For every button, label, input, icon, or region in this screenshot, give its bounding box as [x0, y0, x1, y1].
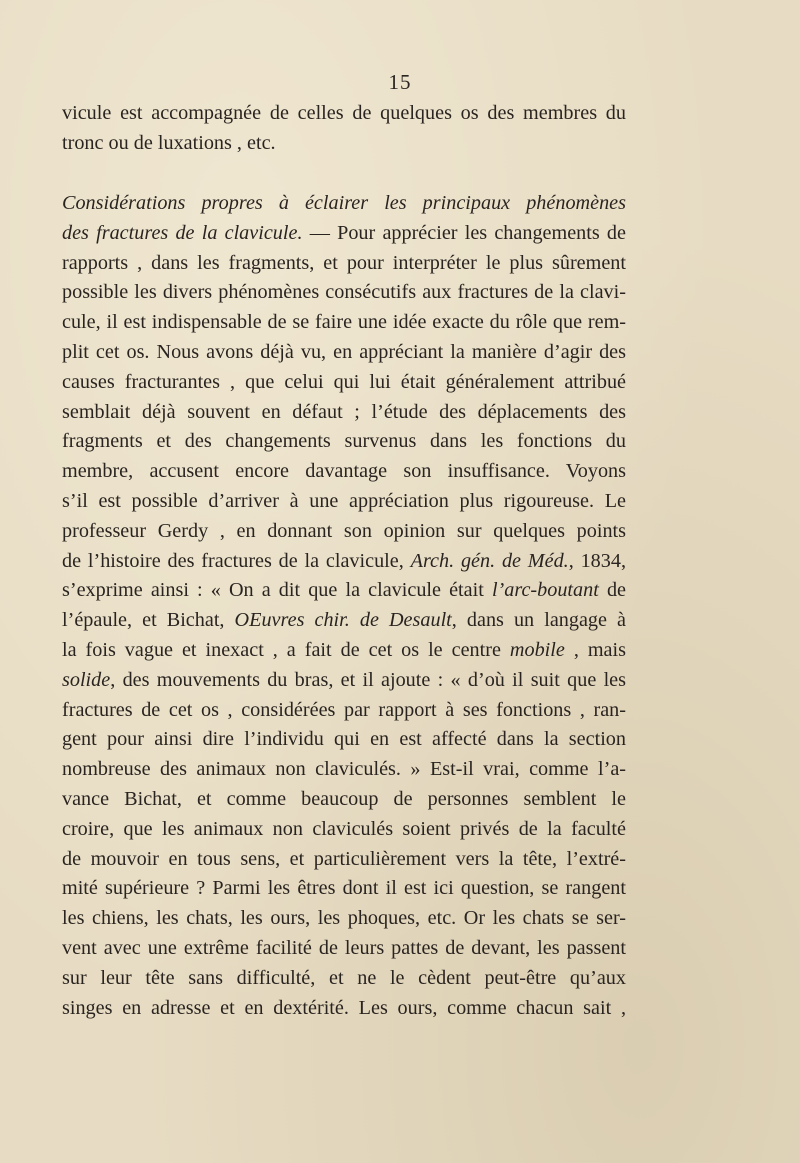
text-line [62, 755, 626, 785]
text-line [62, 904, 626, 934]
italic-segment: l’arc-boutant [491, 579, 599, 602]
text-segment: gent pour ainsi dire l’individu qui en est affecté dans la section [62, 728, 626, 751]
text-segment: — Pour apprécier les changements de [302, 221, 626, 244]
italic-segment: solide [62, 668, 111, 691]
text-line [62, 457, 626, 487]
text-segment: croire, que les animaux non claviculés soient privés de la faculté [62, 817, 626, 840]
text-segment: de mouvoir en tous sens, et particulièrement vers la tête, l’extré- [62, 847, 626, 870]
text-segment: plit cet os. Nous avons déjà vu, en appréciant la manière d’agir des [62, 340, 626, 363]
text-segment: de [598, 579, 626, 602]
text-line [62, 308, 626, 338]
text-segment: fractures de cet os , considérées par rapport à ses fonctions , ran- [62, 698, 626, 721]
text-segment: vance Bichat, et comme beaucoup de personnes semblent le [62, 787, 626, 810]
text-segment: la fois vague et inexact , a fait de cet os le centre [62, 638, 510, 661]
text-line [62, 338, 626, 368]
text-segment: s’exprime ainsi : « On a dit que la clavicule était [62, 579, 492, 602]
italic-segment: des fractures de la clavicule. [62, 221, 303, 244]
text-segment: semblait déjà souvent en défaut ; l’étude des déplacements des [62, 400, 626, 423]
text-segment: s’il est possible d’arriver à une appréciation plus rigoureuse. Le [62, 489, 626, 512]
text-segment: vent avec une extrême facilité de leurs pattes de devant, les passent [62, 936, 626, 959]
text-segment: rapports , dans les fragments, et pour interpréter le plus sûrement [62, 251, 626, 274]
text-segment: , dans un langage à [451, 609, 626, 632]
text-line [62, 427, 626, 457]
italic-segment: Arch. gén. de Méd. [410, 549, 569, 572]
text-segment: singes en adresse et en dextérité. Les ours, comme chacun sait , [62, 996, 626, 1019]
text-line [62, 547, 626, 577]
text-line [62, 576, 626, 606]
text-segment: membre, accusent encore davantage son insuffisance. Voyons [62, 460, 626, 483]
paragraph-continuation [62, 99, 626, 159]
text-segment: cule, il est indispensable de se faire une idée exacte du rôle que rem- [62, 311, 626, 334]
text-line [62, 696, 626, 726]
paragraph-considerations [62, 189, 626, 1023]
text-line [62, 845, 626, 875]
text-line [62, 368, 626, 398]
text-segment: causes fracturantes , que celui qui lui était généralement attribué [62, 370, 626, 393]
text-segment: possible les divers phénomènes consécutifs aux fractures de la clavi- [62, 281, 626, 304]
text-line [62, 278, 626, 308]
text-segment: sur leur tête sans difficulté, et ne le cèdent peut-être qu’aux [62, 966, 626, 989]
text-segment: de l’histoire des fractures de la clavicule, [62, 549, 411, 572]
text-line [62, 606, 626, 636]
text-line [62, 636, 626, 666]
text-line [62, 666, 626, 696]
text-line [62, 517, 626, 547]
italic-segment: OEuvres chir. de Desault [234, 609, 452, 632]
text-segment: les chiens, les chats, les ours, les phoques, etc. Or les chats se ser- [62, 907, 626, 930]
text-segment: , des mouvements du bras, et il ajoute : « d’où il suit que les [110, 668, 626, 691]
text-segment: l’épaule, et Bichat, [62, 609, 235, 632]
italic-segment: mobile [509, 638, 565, 661]
italic-segment: Considérations propres à éclairer les principaux phénomènes [62, 192, 626, 214]
text-line [62, 725, 626, 755]
text-segment: , mais [564, 638, 626, 661]
text-segment: mité supérieure ? Parmi les êtres dont il est ici question, se rangent [62, 877, 626, 900]
text-line [62, 964, 626, 994]
text-segment: fragments et des changements survenus dans les fonctions du [62, 430, 626, 453]
page-number: 15 [388, 70, 412, 94]
text-line [62, 994, 626, 1024]
text-line [62, 934, 626, 964]
text-line [62, 815, 626, 845]
text-line [62, 249, 626, 279]
text-segment: nombreuse des animaux non claviculés. » Est-il vrai, comme l’a- [62, 758, 626, 781]
text-line [62, 219, 626, 249]
text-line: tronc ou de luxations , etc. [62, 131, 276, 154]
text-line [62, 487, 626, 517]
text-line [62, 874, 626, 904]
text-segment: , 1834, [568, 549, 627, 572]
text-line [62, 785, 626, 815]
text-line [62, 398, 626, 428]
text-segment: professeur Gerdy , en donnant son opinion sur quelques points [62, 519, 626, 542]
section-heading-line [62, 189, 626, 219]
text-line: vicule est accompagnée de celles de quelques os des membres du [62, 102, 626, 124]
